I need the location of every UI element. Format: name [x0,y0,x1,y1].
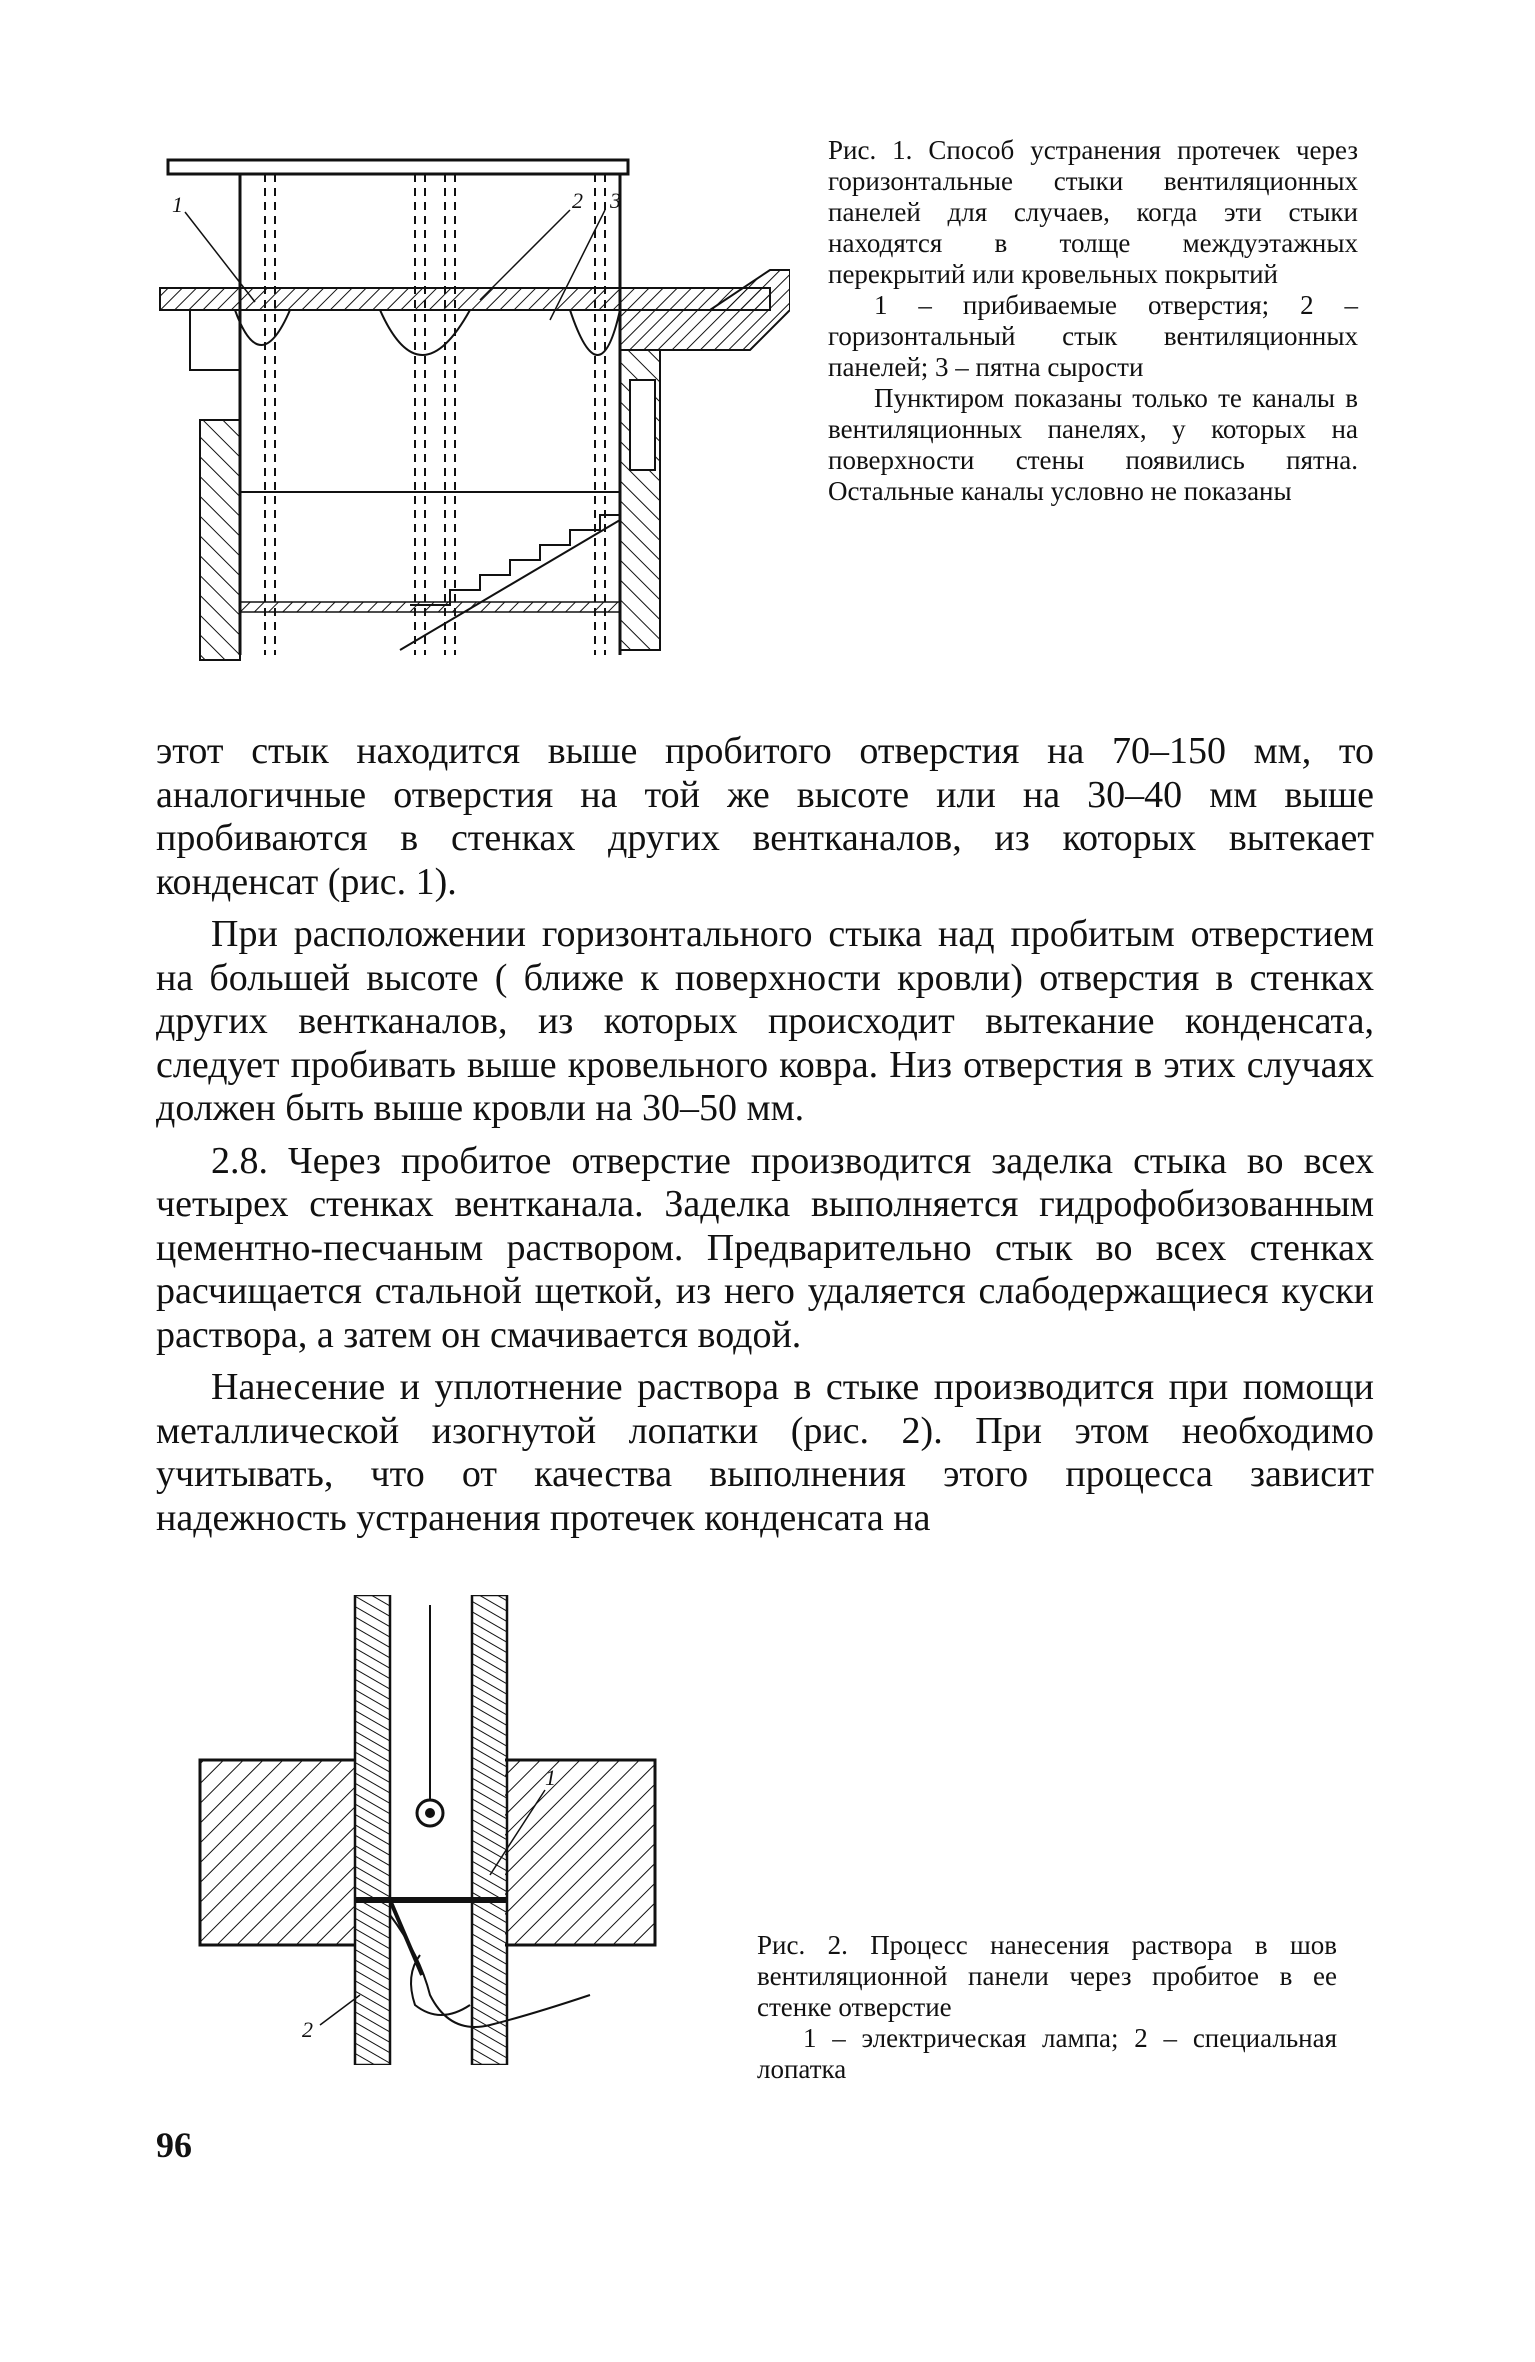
figure-2-legend: 1 – электрическая лампа; 2 – специальная лопатка [757,2023,1337,2084]
figure-1-caption [828,135,1358,507]
figure-1-caption-title: Рис. 1. Способ устранения протечек через горизонтальные стыки вентиляционных панелей для случаев, когда эти стыки находятся в толще междуэтажных перекрытий или кровельных покрытий [828,135,1358,289]
figure-1-note: Пунктиром показаны только те каналы в вентиляционных панелях, у которых на поверхности стены появились пятна. Остальные каналы условно не показаны [828,383,1358,506]
figure-2-caption-title: Рис. 2. Процесс нанесения раствора в шов вентиляционной панели через пробитое в ее стенке отверстие [757,1930,1337,2022]
page-number: 96 [156,2125,192,2165]
paragraph-1: этот стык находится выше пробитого отверстия на 70–150 мм, то аналогичные отверстия на той же высоте или на 30–40 мм выше пробиваются в стенках других вентканалов, из которых вытекает конденсат (рис. 1). [156,730,1374,903]
paragraph-3: 2.8. Через пробитое отверстие производится заделка стыка во всех четырех стенках вентканала. Заделка выполняется гидрофобизованным цементно-песчаным раствором. Предварительно стык во всех стенках расчищается стальной щеткой, из него удаляется слабодержащиеся куски раствора, а затем он смачивается водой. [156,1139,1374,1356]
figure-1-label-3: 3 [610,188,621,213]
figure-2-label-1: 1 [545,1765,556,1790]
figure-2-caption [757,1930,1337,2085]
figure-2-label-2: 2 [302,2017,313,2042]
paragraph-2: При расположении горизонтального стыка над пробитым отверстием на большей высоте ( ближе к поверхности кровли) отверстия в стенках других вентканалов, из которых происходит вытекание конденсата, следует пробивать выше кровельного ковра. Низ отверстия в этих случаях должен быть выше кровли на 30–50 мм. [156,913,1374,1129]
figure-1-label-2: 2 [572,188,583,213]
figure-1-legend: 1 – прибиваемые отверстия; 2 – горизонтальный стык вентиляционных панелей; 3 – пятна сырости [828,290,1358,382]
body-text [156,730,1374,1549]
paragraph-4: Нанесение и уплотнение раствора в стыке производится при помощи металлической изогнутой лопатки (рис. 2). При этом необходимо учитывать, что от качества выполнения этого процесса зависит надежность устранения протечек конденсата на [156,1366,1374,1539]
figure-2-drawing [190,1595,790,2065]
figure-1-label-1: 1 [172,192,183,217]
figure-1-drawing [150,150,790,670]
